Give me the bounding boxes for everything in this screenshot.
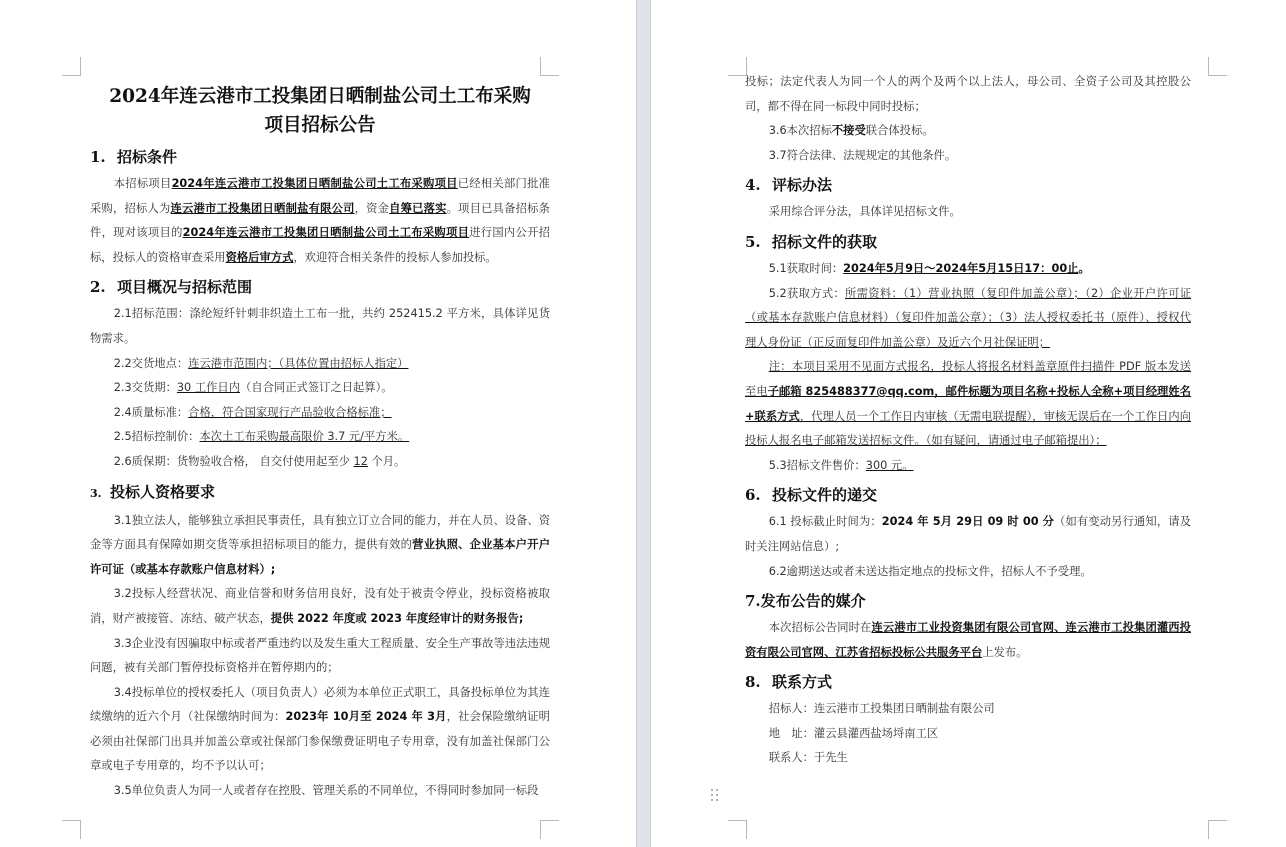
text-run: 3.7符合法律、法规规定的其他条件。 [768,148,957,162]
paragraph [745,282,1191,356]
emphasized-text: 资格后审方式 [225,250,294,264]
text-run: 已经相关部门批准采购，招标人为 [90,177,550,215]
text-run: 。项目已具备招标条件，现对该项目的 [90,201,550,240]
section-heading [90,272,550,302]
emphasized-text: 2023年 10月至 2024 年 3月 [285,710,447,724]
title-line: 项目招标公告 [264,115,376,136]
emphasized-text: 。 [1078,261,1090,275]
paragraph [745,722,1191,747]
text-run: 3.4投标单位的授权委托人（项目负责人）必须为本单位正式职工，具备投标单位为其连续缴纳的近六个月（社保缴纳时间为： [90,685,550,724]
text-run: 投标；法定代表人为同一个人的两个及两个以上法人，母公司、全资子公司及其控股公司，都不得在同一标段中同时投标； [745,75,1191,113]
paragraph [90,450,550,475]
text-run: 上发布。 [982,645,1028,659]
section-heading [745,586,1191,616]
text-run: 2.1招标范围：涤纶短纤针刺非织造土工布一批，共约 252415.2 平方米，具体详见货物需求。 [90,307,550,345]
emphasized-text: ，代理人员一个工作日内审核（无需电联提醒），审核无误后在一个工作日内向投标人报名电子邮箱发送招标文件。（如有疑问，请通过电子邮箱提出）； [745,409,1191,448]
section-heading [745,480,1191,510]
emphasized-text: 不接受 [831,124,866,138]
text-run: 3.3企业没有因骗取中标或者严重违约以及发生重大工程质量、安全生产事故等违法违规问题，被有关部门暂停投标资格并在暂停期内的； [90,636,550,675]
text-run: 2.2交货地点： [113,356,189,370]
section-title: 7.发布公告的媒介 [745,592,866,611]
emphasized-text: 连云港市工投集团日晒制盐有限公司 [170,201,355,215]
section-heading [745,227,1191,257]
margin-corner-mark [1208,820,1227,839]
text-run: 5.1获取时间： [768,261,844,275]
paragraph [745,200,1191,225]
text-run: 6.2逾期送达或者未送达指定地点的投标文件，招标人不予受理。 [768,564,1092,578]
text-run: 采用综合评分法，具体详见招标文件。 [768,205,961,219]
text-run: 地 址：灌云县灌西盐场埒南工区 [768,726,939,740]
emphasized-text: 2024 年 5月 29日 09 时 00 分 [881,515,1055,529]
paragraph [745,616,1191,665]
section-title: 投标人资格要求 [110,482,216,501]
document-page-2 [651,0,1286,847]
text-run: 2.4质量标准： [113,405,189,419]
emphasized-text: 连云港市工业投资集团有限公司官网、连云港市工投集团灌西投资有限公司官网、江苏省招标投标公共服务平台 [745,621,1191,659]
title-line: 2024年连云港市工投集团日晒制盐公司土工布采购 [109,86,531,107]
emphasized-text: 2024年连云港市工投集团日晒制盐公司土工布采购项目 [171,177,458,190]
section-title: 招标条件 [117,148,178,166]
section-title: 评标办法 [772,176,833,195]
emphasized-text: 本次土工布采购最高限价 3.7 元/平方米。 [199,430,410,444]
paragraph [745,144,1191,169]
paragraph [90,302,550,351]
emphasized-text: 子邮箱 825488377@qq.com，邮件标题为项目名称+投标人全称+项目经理姓名+联系方式 [745,384,1191,423]
text-run: ，欢迎符合相关条件的投标人参加投标。 [293,250,497,264]
emphasized-text: 所需资料：（1）营业执照（复印件加盖公章）；（2）企业开户许可证（或基本存款账户信息材料）（复印件加盖公章）；（3）法人授权委托书（原件）、授权代理人身份证（正反面复印件加盖公章）及近六个月社保证明； [745,286,1192,349]
section-heading [745,170,1191,200]
section-number: 3. [90,486,102,500]
emphasized-text: 30 工作日内 [176,381,241,395]
section-number: 4. [745,176,761,195]
section-number: 1. [90,148,106,166]
paragraph [745,746,1191,771]
paragraph [745,119,1191,144]
text-run: 5.3招标文件售价： [768,458,866,472]
text-run: 招标人：连云港市工投集团日晒制盐有限公司 [768,702,995,716]
emphasized-text: 300 元。 [865,458,914,472]
text-run: 3.2投标人经营状况、商业信誉和财务信用良好，没有处于被责令停业，投标资格被取消，财产被接管、冻结、破产状态， [90,587,550,625]
section-title: 招标文件的获取 [772,232,878,251]
text-run: （如有变动另行通知，请及时关注网站信息）; [745,515,1191,553]
text-run: 2.3交货期： [113,381,177,395]
paragraph [745,454,1191,479]
paragraph [745,70,1191,119]
paragraph [90,779,550,804]
page-gap [636,0,651,847]
text-run: ，社会保险缴纳证明必须由社保部门出具并加盖公章或社保部门参保缴费证明电子专用章，没有加盖社保部门公章或电子专用章的，均不予以认可； [90,710,550,773]
page-content[interactable] [745,70,1191,771]
section-number: 2. [90,278,106,297]
paragraph [745,257,1191,282]
text-run: 联合体投标。 [865,124,934,138]
margin-corner-mark [62,57,81,76]
emphasized-text: 提供 2022 年度或 2023 年度经审计的财务报告; [270,611,524,625]
section-title: 联系方式 [772,673,833,692]
paragraph [745,697,1191,722]
margin-corner-mark [1208,57,1227,76]
section-title: 投标文件的递交 [772,486,878,505]
paragraph [745,560,1191,585]
text-run: 3.5单位负责人为同一人或者存在控股、管理关系的不同单位，不得同时参加同一标段 [113,784,539,798]
text-run: 联系人：于先生 [768,751,848,765]
paragraph [90,352,550,377]
paragraph [90,172,550,270]
text-run: ，资金 [354,201,390,215]
section-number: 5. [745,232,761,251]
emphasized-text: 合格，符合国家现行产品验收合格标准； [188,405,392,419]
section-title: 项目概况与招标范围 [117,278,253,297]
text-run: （自合同正式签订之日起算）。 [240,381,393,395]
paragraph [90,425,550,450]
text-run: 2.6质保期：货物验收合格， 自交付使用起至少 [113,454,354,468]
emphasized-text: 2024年5月9日～2024年5月15日17：00止 [843,261,1079,275]
paragraph [90,401,550,426]
section-number: 8. [745,673,761,692]
paragraph [90,509,550,583]
paragraph [90,632,550,681]
text-run: 5.2获取方式： [768,286,846,300]
margin-corner-mark [540,57,559,76]
section-heading [90,477,550,509]
emphasized-text: 2024年连云港市工投集团日晒制盐公司土工布采购项目 [182,226,470,240]
text-run: 3.6本次招标 [768,124,832,138]
drag-handle-icon[interactable] [711,789,719,803]
text-run: 3.1独立法人，能够独立承担民事责任，具有独立订立合同的能力，并在人员、设备、资金等方面具有保障如期交货等承担招标项目的能力，提供有效的 [90,513,550,552]
emphasized-text: 营业执照、企业基本户开户许可证（或基本存款账户信息材料）; [90,538,550,576]
emphasized-text: 自筹已落实 [389,201,447,215]
paragraph [745,355,1191,453]
section-heading [745,667,1191,697]
text-run: 进行国内公开招标，投标人的资格审查采用 [90,226,550,264]
text-run: 本次招标公告同时在 [768,621,872,635]
text-run: 6.1 投标截止时间为： [768,515,882,529]
paragraph [90,582,550,631]
document-title [90,82,550,140]
document-page-1 [0,0,636,847]
paragraph [745,510,1191,559]
margin-corner-mark [540,820,559,839]
text-run: 2.5招标控制价： [113,430,200,444]
paragraph [90,681,550,779]
text-run: 个月。 [367,454,406,468]
section-number: 6. [745,486,761,505]
margin-corner-mark [728,820,747,839]
emphasized-text: 连云港市范围内；（具体位置由招标人指定） [188,356,409,370]
text-run: 本招标项目 [113,177,172,190]
emphasized-text: 注：本项目采用不见面方式报名，投标人将报名材料盖章原件扫描件 PDF 版本发送至电 [745,360,1191,398]
margin-corner-mark [62,820,81,839]
section-heading [90,142,550,172]
page-content[interactable] [90,82,550,804]
paragraph [90,376,550,401]
emphasized-text: 12 [353,454,368,468]
